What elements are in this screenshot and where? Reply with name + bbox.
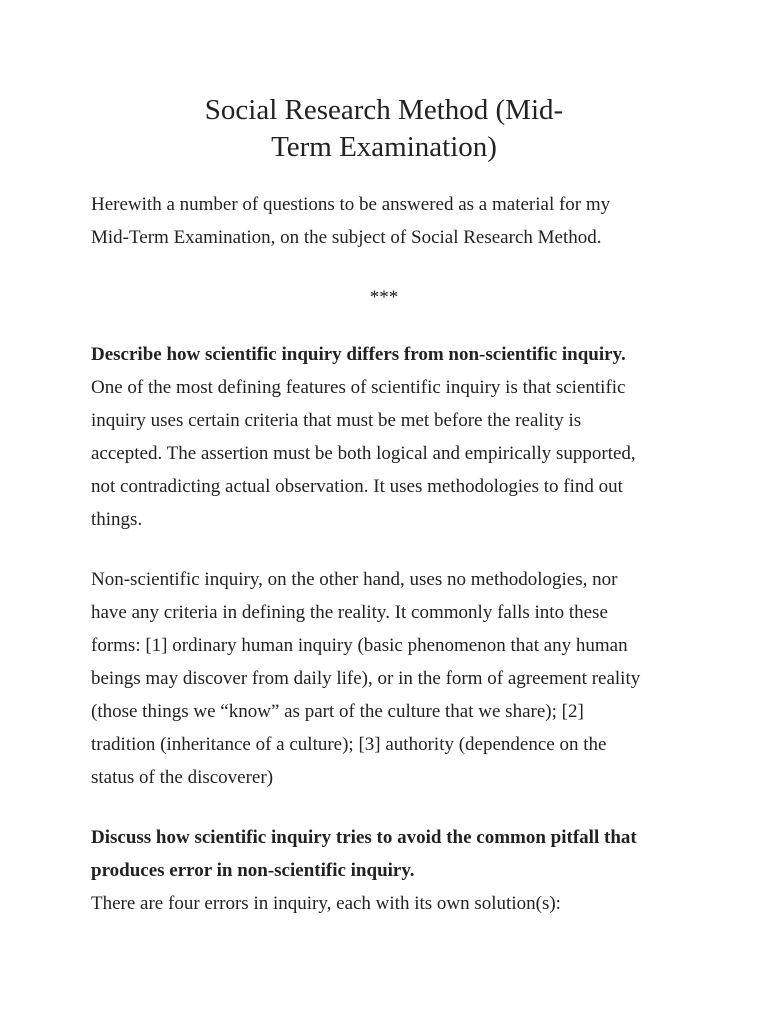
intro-line: Mid-Term Examination, on the subject of Social Research Method.	[91, 227, 602, 248]
answer-paragraph-1	[91, 371, 691, 536]
answer-line: One of the most defining features of scientific inquiry is that scientific	[91, 377, 626, 398]
answer-line: things.	[91, 509, 143, 530]
answer-line: have any criteria in defining the reality. It commonly falls into these	[91, 602, 608, 623]
intro-paragraph	[91, 188, 691, 254]
answer-line: forms: [1] ordinary human inquiry (basic phenomenon that any human	[91, 635, 628, 656]
question-line: produces error in non-scientific inquiry.	[91, 860, 415, 881]
question-line: Describe how scientific inquiry differs from non-scientific inquiry.	[91, 344, 626, 365]
answer-line: not contradicting actual observation. It uses methodologies to find out	[91, 476, 623, 497]
answer-line: There are four errors in inquiry, each with its own solution(s):	[91, 893, 561, 914]
question-heading-1	[91, 338, 691, 371]
question-line: Discuss how scientific inquiry tries to avoid the common pitfall that	[91, 827, 637, 848]
answer-paragraph-3	[91, 887, 691, 920]
title-line: Social Research Method (Mid-	[204, 94, 564, 126]
answer-line: inquiry uses certain criteria that must be met before the reality is	[91, 410, 582, 431]
section-separator: ***	[369, 287, 399, 308]
answer-line: tradition (inheritance of a culture); [3] authority (dependence on the	[91, 734, 607, 755]
answer-line: accepted. The assertion must be both logical and empirically supported,	[91, 443, 636, 464]
answer-paragraph-2	[91, 563, 691, 794]
answer-line: Non-scientific inquiry, on the other hand, uses no methodologies, nor	[91, 569, 618, 590]
question-heading-2	[91, 821, 691, 887]
page-title	[0, 92, 768, 166]
answer-line: status of the discoverer)	[91, 767, 274, 788]
answer-line: beings may discover from daily life), or in the form of agreement reality	[91, 668, 641, 689]
intro-line: Herewith a number of questions to be answered as a material for my	[91, 194, 611, 215]
title-line: Term Examination)	[271, 131, 497, 163]
answer-line: (those things we “know” as part of the culture that we share); [2]	[91, 701, 584, 722]
